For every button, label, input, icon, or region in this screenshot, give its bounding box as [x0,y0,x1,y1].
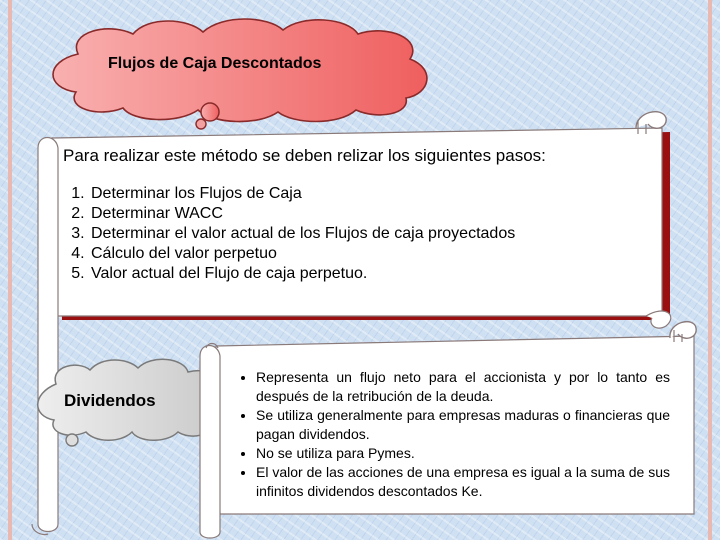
list-item: • No se utiliza para Pymes. [256,444,670,463]
left-frame-line [8,0,12,540]
steps-intro: Para realizar este método se deben relizar los siguientes pasos: [63,146,546,165]
title-cloud-text: Flujos de Caja Descontados [108,55,322,72]
list-item: 1. Determinar los Flujos de Caja [89,184,653,204]
list-item: 2. Determinar WACC [89,204,653,224]
list-item: 3. Determinar el valor actual de los Flujos de caja proyectados [89,224,653,244]
dividend-content [234,368,670,501]
steps-content [63,146,653,284]
list-item: • El valor de las acciones de una empresa es igual a la suma de sus infinitos dividendos descontados Ke. [256,463,670,501]
list-item: 4. Cálculo del valor perpetuo [89,244,653,264]
steps-list [63,184,653,284]
list-item: • Se utiliza generalmente para empresas maduras o financieras que pagan dividendos. [256,406,670,444]
list-item: • Representa un flujo neto para el accionista y por lo tanto es después de la retribución de la deuda. [256,368,670,406]
dividend-cloud-text: Dividendos [64,391,156,410]
dividend-bullet-list [234,368,670,501]
list-item: 5. Valor actual del Flujo de caja perpetuo. [89,264,653,284]
dividend-panel [196,316,716,540]
